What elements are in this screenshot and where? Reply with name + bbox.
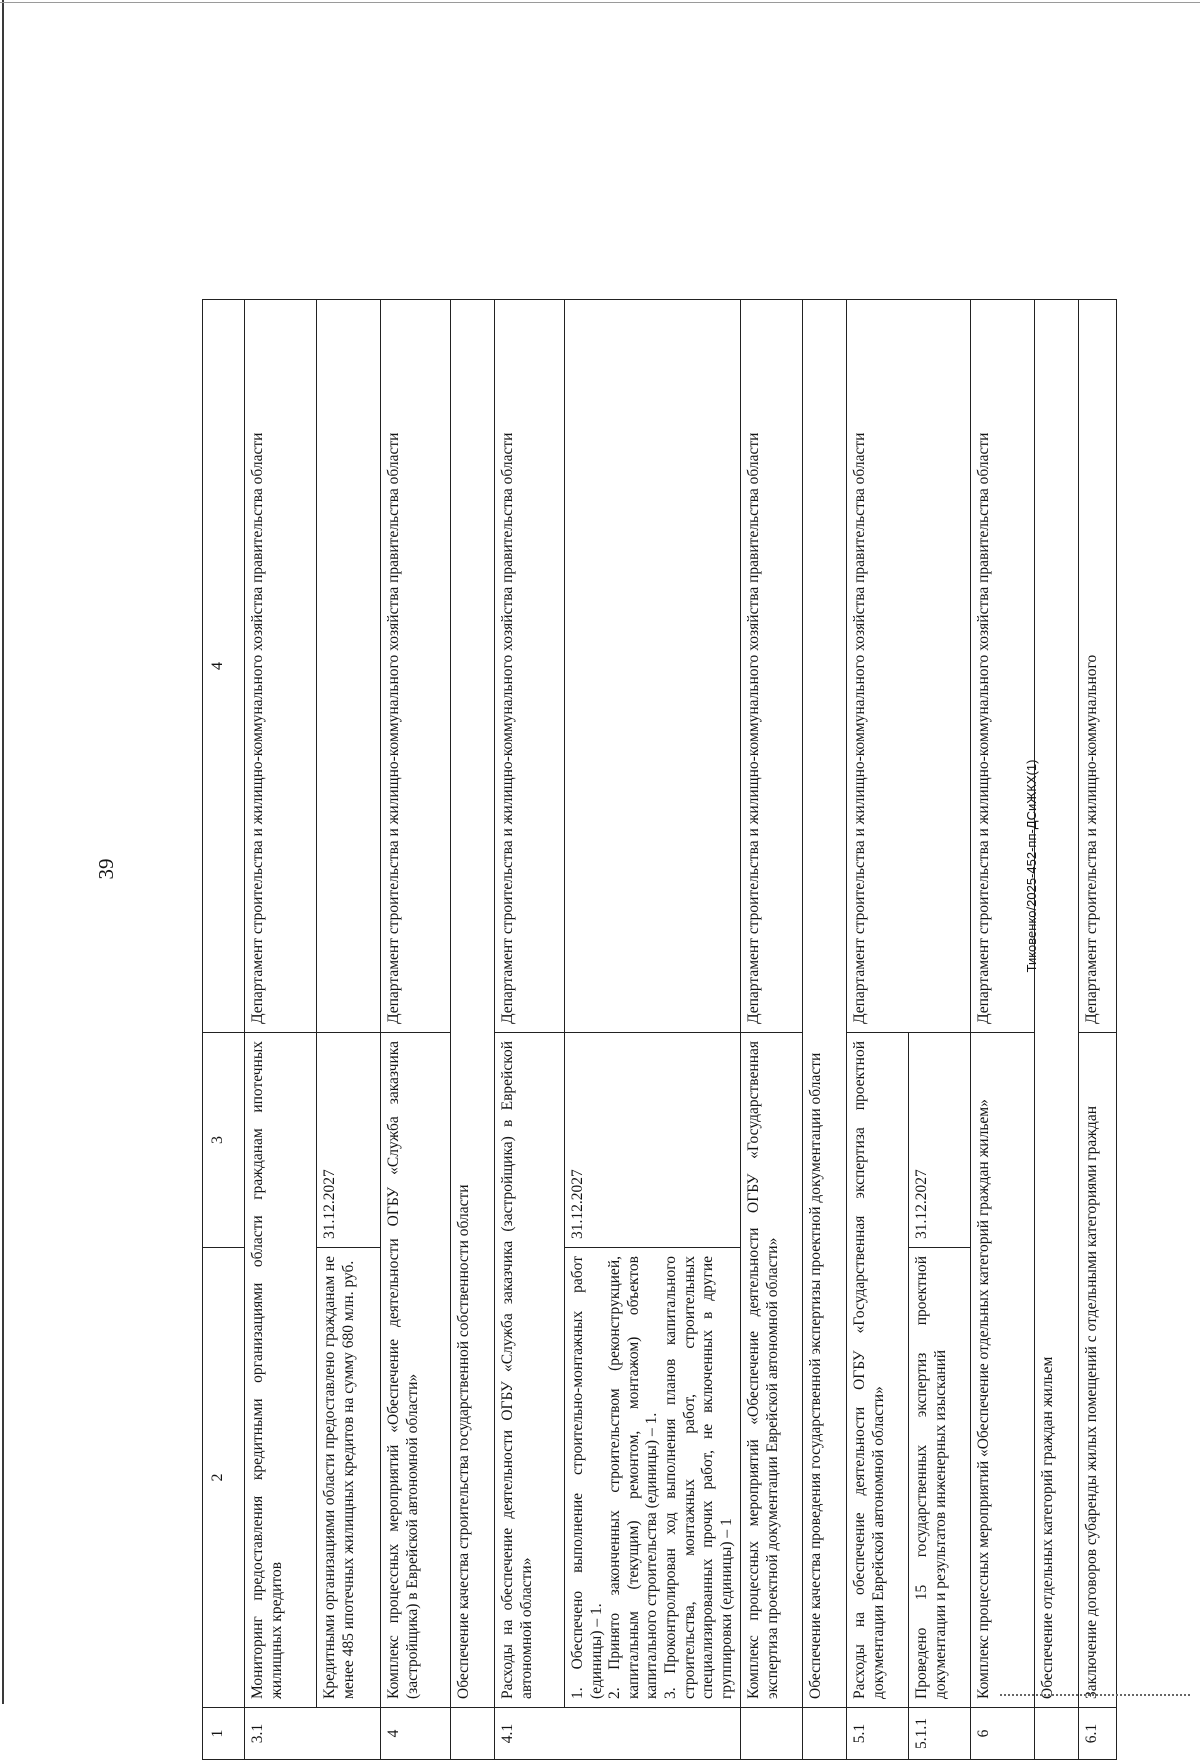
section-title: Обеспечение качества проведения государственной экспертизы проектной документации области [803, 300, 847, 1708]
column-header: 1 [203, 1708, 245, 1760]
empty-cell [317, 300, 381, 1033]
row-text: Кредитными организациями области предоставлено гражданам не менее 485 ипотечных жилищных кредитов на сумму 680 млн. руб. [317, 1248, 381, 1708]
empty-cell [451, 1708, 495, 1760]
row-number: 4.1 [495, 1708, 741, 1760]
section-title: Обеспечение отдельных категорий граждан жильем [1035, 300, 1079, 1708]
page-number: 39 [94, 858, 118, 880]
table-row [1079, 300, 1117, 1760]
column-header: 2 [203, 1248, 245, 1708]
responsible-cell: Департамент строительства и жилищно-коммунального хозяйства правительства области [971, 300, 1035, 1033]
empty-cell [741, 1708, 803, 1760]
column-header: 3 [203, 1033, 245, 1248]
responsible-cell: Департамент строительства и жилищно-коммунального хозяйства правительства области [381, 300, 451, 1033]
scan-marks [1000, 1694, 1190, 1699]
row-text: Заключение договоров субаренды жилых помещений с отдельными категориями граждан [1079, 1033, 1117, 1708]
column-header: 4 [203, 300, 245, 1033]
empty-cell [803, 1708, 847, 1760]
row-text: Проведено 15 государственных экспертиз проектной документации и результатов инженерных изысканий [909, 1248, 971, 1708]
date-cell: 31.12.2027 [909, 1033, 971, 1248]
row-text: Расходы на обеспечение деятельности ОГБУ «Государственная экспертиза проектной документации Еврейской автономной области» [847, 1033, 909, 1708]
empty-cell [1035, 1708, 1079, 1760]
table-row [317, 300, 381, 1760]
schedule-table [202, 299, 1117, 1760]
table-row [565, 300, 741, 1760]
responsible-cell: Департамент строительства и жилищно-коммунального хозяйства правительства области [741, 300, 803, 1033]
row-number: 5.1.1 [909, 1708, 971, 1760]
row-number: 3.1 [245, 1708, 381, 1760]
table-header-row [203, 300, 245, 1760]
table-row [245, 300, 317, 1760]
responsible-cell: Департамент строительства и жилищно-коммунального хозяйства правительства области [245, 300, 317, 1033]
row-text: Комплекс процессных мероприятий «Обеспечение отдельных категорий граждан жильем» [971, 1033, 1035, 1708]
responsible-cell: Департамент строительства и жилищно-коммунального [1079, 300, 1117, 1033]
row-text: Комплекс процессных мероприятий «Обеспечение деятельности ОГБУ «Служба заказчика (застройщика) в Еврейской автономной области» [381, 1033, 451, 1708]
row-text: Мониторинг предоставления кредитными организациями области гражданам ипотечных жилищных кредитов [245, 1033, 317, 1708]
page-edge [2, 0, 4, 1704]
section-title: Обеспечение качества строительства государственной собственности области [451, 300, 495, 1708]
page-edge-top [0, 2, 1200, 3]
date-cell: 31.12.2027 [565, 1033, 741, 1248]
document-code: Тиковенко/2025-452-пп-ДСиЖКХ(1) [1024, 759, 1039, 973]
row-text: Расходы на обеспечение деятельности ОГБУ «Служба заказчика (застройщика) в Еврейской автономной области» [495, 1033, 565, 1708]
table-row [495, 300, 565, 1760]
row-number: 4 [381, 1708, 451, 1760]
row-number: 6 [971, 1708, 1035, 1760]
table-row [847, 300, 909, 1760]
section-row [803, 300, 847, 1760]
row-text: Комплекс процессных мероприятий «Обеспечение деятельности ОГБУ «Государственная экспертиза проектной документации Еврейской автономной области» [741, 1033, 803, 1708]
table-row [741, 300, 803, 1760]
responsible-cell: Департамент строительства и жилищно-коммунального хозяйства правительства области [847, 300, 971, 1033]
table-row [381, 300, 451, 1760]
row-text: 1. Обеспечено выполнение строительно-монтажных работ (единицы) – 1. 2. Принято законченных строительством (реконструкцией, капитальным (текущим) ремонтом, монтажом) объектов капитального строительства (единицы) – 1. 3. Проконтролирован ход выполнения планов капитального строительства, монтажных работ, строительных специализированных прочих работ, не включенных в другие группировки (единицы) – 1 [565, 1248, 741, 1708]
date-cell: 31.12.2027 [317, 1033, 381, 1248]
empty-cell [565, 300, 741, 1033]
section-row [451, 300, 495, 1760]
schedule-table-wrapper [202, 300, 1142, 1760]
row-number: 6.1 [1079, 1708, 1117, 1760]
responsible-cell: Департамент строительства и жилищно-коммунального хозяйства правительства области [495, 300, 565, 1033]
row-number: 5.1 [847, 1708, 909, 1760]
